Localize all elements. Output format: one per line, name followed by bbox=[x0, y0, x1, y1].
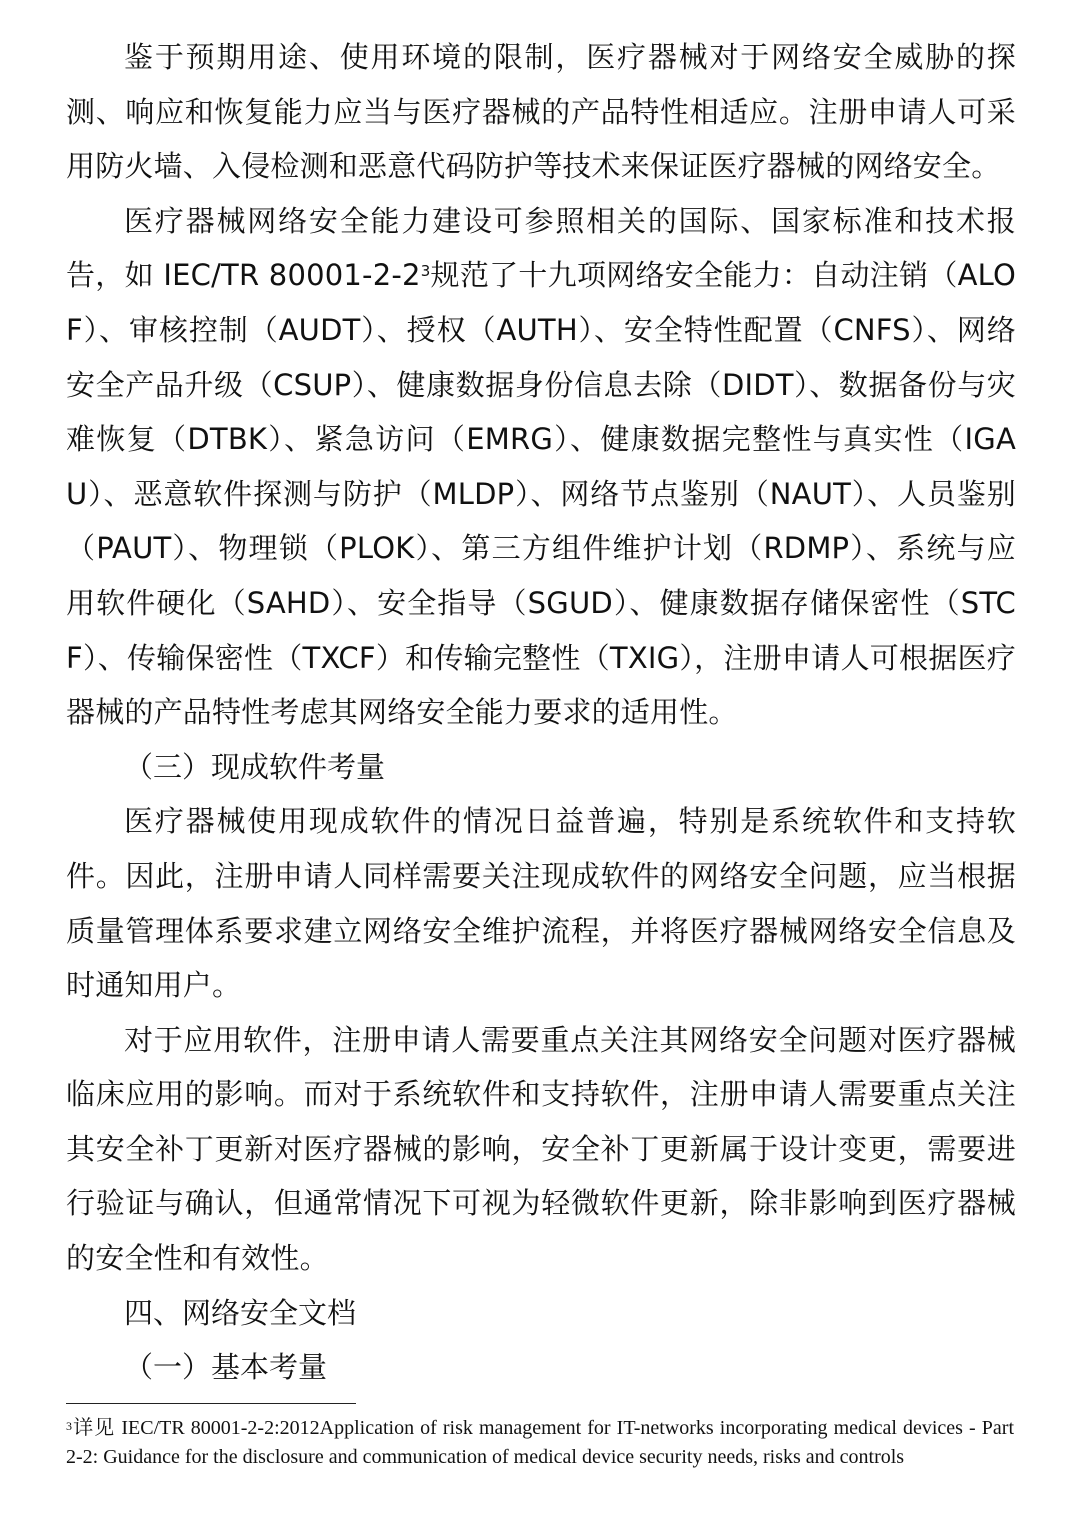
footnote bbox=[66, 1414, 1014, 1471]
section-heading-basic-considerations: （一）基本考量 bbox=[124, 1350, 328, 1385]
footnote-marker: 3 bbox=[66, 1419, 72, 1433]
paragraph-detection-capability: 鉴于预期用途、使用环境的限制，医疗器械对于网络安全威胁的探测、响应和恢复能力应当与医疗器械的产品特性相适应。注册申请人可采用防火墙、入侵检测和恶意代码防护等技术来保证医疗器械的网络安全。 bbox=[66, 40, 1016, 184]
section-heading-security-documentation: 四、网络安全文档 bbox=[124, 1295, 357, 1330]
paragraph-application-software: 对于应用软件，注册申请人需要重点关注其网络安全问题对医疗器械临床应用的影响。而对于系统软件和支持软件，注册申请人需要重点关注其安全补丁更新对医疗器械的影响，安全补丁更新属于设计变更，需要进行验证与确认，但通常情况下可视为轻微软件更新，除非影响到医疗器械的安全性和有效性。 bbox=[66, 1022, 1016, 1276]
footnote-text: 详见 IEC/TR 80001-2-2:2012Application of risk management for IT-networks incorporating medical devices - Part 2-2: Guidance for the disclosure and communication of medical device security needs, risks and controls bbox=[66, 1417, 1014, 1468]
document-page bbox=[66, 30, 1016, 1395]
paragraph-capabilities-list: 规范了十九项网络安全能力：自动注销（ALOF）、审核控制（AUDT）、授权（AUTH）、安全特性配置（CNFS）、网络安全产品升级（CSUP）、健康数据身份信息去除（DIDT）、数据备份与灾难恢复（DTBK）、紧急访问（EMRG）、健康数据完整性与真实性（IGAU）、恶意软件探测与防护（MLDP）、网络节点鉴别（NAUT）、人员鉴别（PAUT）、物理锁（PLOK）、第三方组件维护计划（RDMP）、系统与应用软件硬化（SAHD）、安全指导（SGUD）、健康数据存储保密性（STCF）、传输保密性（TXCF）和传输完整性（TXIG），注册申请人可根据医疗器械的产品特性考虑其网络安全能力要求的适用性。 bbox=[66, 258, 1017, 730]
section-heading-ots-software: （三）现成软件考量 bbox=[124, 749, 386, 784]
footnote-reference: 3 bbox=[420, 262, 431, 281]
paragraph-ots-software: 医疗器械使用现成软件的情况日益普遍，特别是系统软件和支持软件。因此，注册申请人同样需要关注现成软件的网络安全问题，应当根据质量管理体系要求建立网络安全维护流程，并将医疗器械网络安全信息及时通知用户。 bbox=[66, 804, 1016, 1003]
paragraph-security-capabilities bbox=[66, 194, 1016, 740]
paragraph-intro-text: 医疗器械网络安全能力建设可参照相关的国际、国家标准和技术报告，如 IEC/TR 80001-2-2 bbox=[66, 203, 1016, 293]
footnote-divider bbox=[66, 1403, 356, 1404]
